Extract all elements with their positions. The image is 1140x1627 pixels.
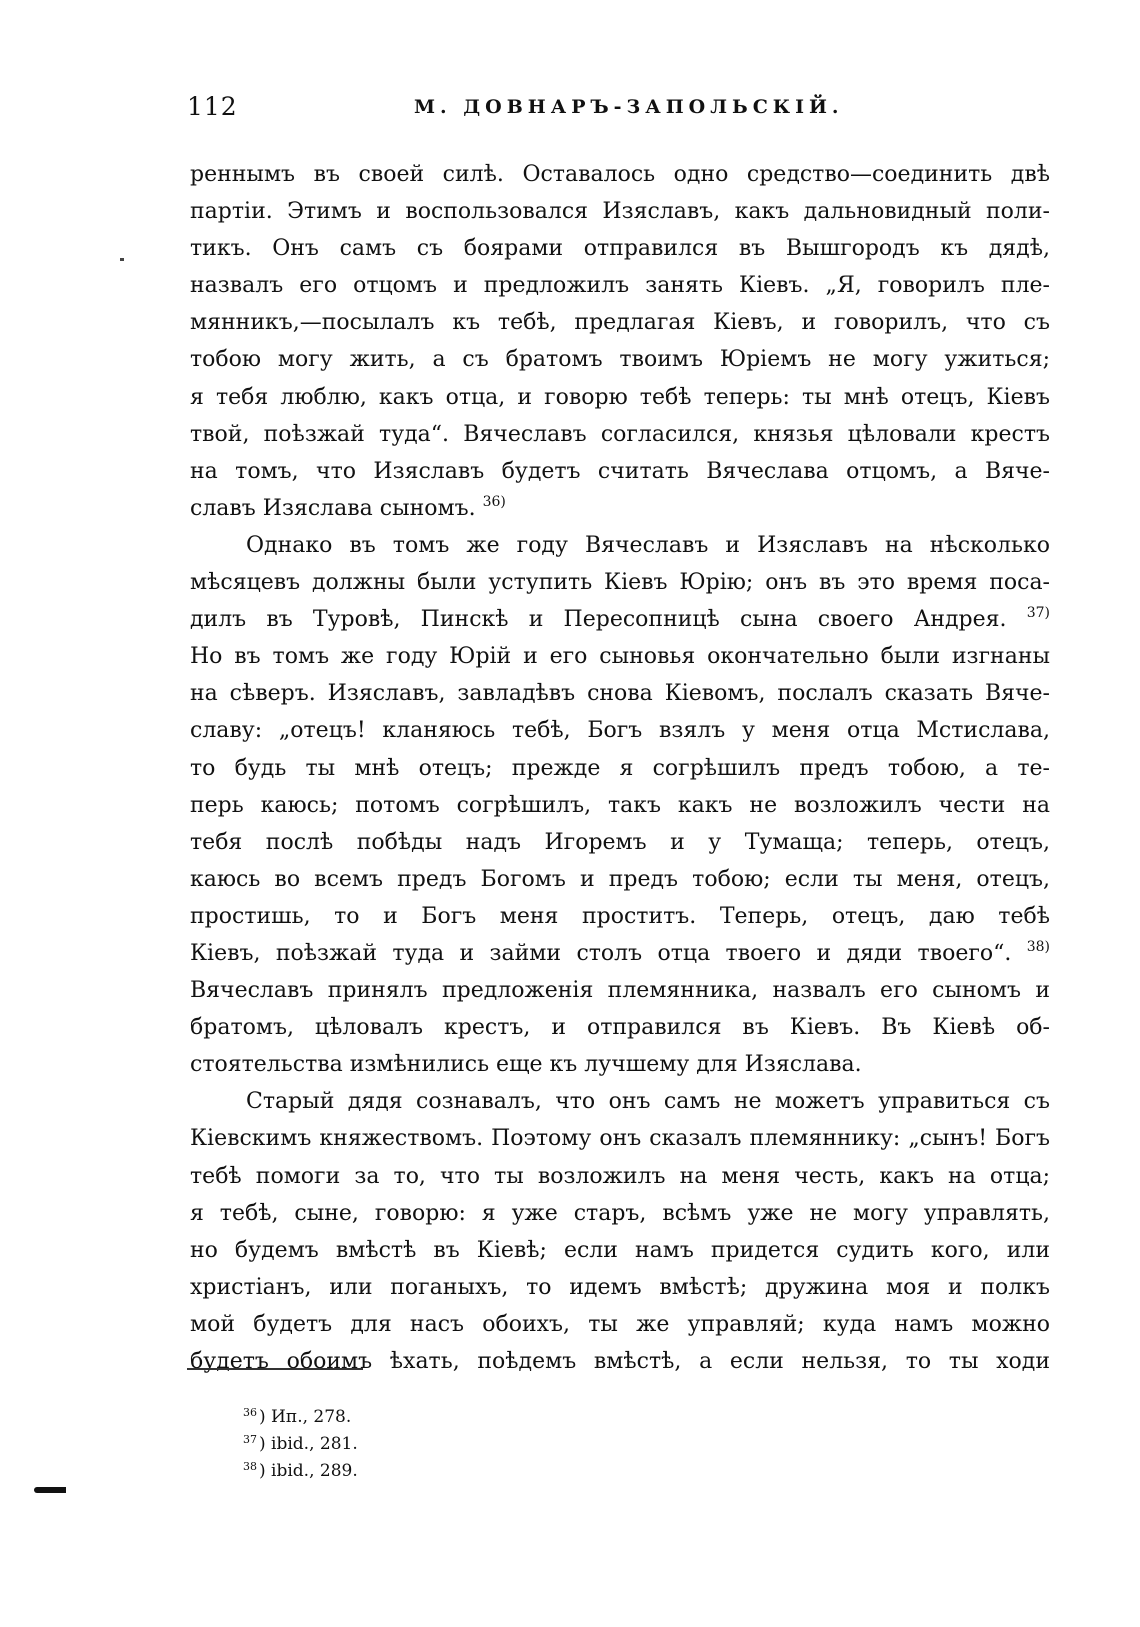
text-line: я тебѣ, сыне, говорю: я уже старъ, всѣмъ уже не могу управлять, (190, 1200, 1050, 1226)
text-line: тобою могу жить, а съ братомъ твоимъ Юріемъ не могу ужиться; (190, 347, 1050, 373)
text-line: будетъ обоимъ ѣхать, поѣдемъ вмѣстѣ, а если нельзя, то ты ходи (190, 1349, 1050, 1374)
footnote-ref-36: 36) (482, 493, 506, 510)
text-line: назвалъ его отцомъ и предложилъ занять Кіевъ. „Я, говорилъ пле- (190, 273, 1050, 299)
margin-speck (120, 258, 124, 261)
text-line: каюсь во всемъ предъ Богомъ и предъ тобою; если ты меня, отецъ, (190, 866, 1050, 892)
body-text (190, 156, 1050, 1380)
text-line: партіи. Этимъ и воспользовался Изяславъ, какъ дальновидный поли- (190, 199, 1050, 225)
text-line: мой будетъ для насъ обоихъ, ты же управляй; куда намъ можно (190, 1311, 1050, 1337)
text-line: на сѣверъ. Изяславъ, завладѣвъ снова Кіевомъ, послалъ сказать Вяче- (190, 681, 1050, 707)
text-line: простишь, то и Богъ меня проститъ. Теперь, отецъ, даю тебѣ (190, 903, 1050, 929)
footnote-36: $^{36}$ ) Ип., 278. (243, 1406, 352, 1427)
footnote-divider (187, 1368, 363, 1370)
text-line: тикъ. Онъ самъ съ боярами отправился въ Вышгородъ къ дядѣ, (190, 236, 1050, 262)
text-line: Старый дядя сознавалъ, что онъ самъ не можетъ управиться съ (246, 1089, 1050, 1115)
footnote-ref-38: 38) (1026, 938, 1051, 955)
text-line: тебя послѣ побѣды надъ Игоремъ и у Тумаща; теперь, отецъ, (190, 829, 1050, 855)
footnote-ref-37: 37) (1026, 605, 1051, 622)
text-line: христіанъ, или поганыхъ, то идемъ вмѣстѣ; дружина моя и полкъ (190, 1274, 1050, 1300)
text-line: тебѣ помоги за то, что ты возложилъ на меня честь, какъ на отца; (190, 1163, 1050, 1189)
text-line: мянникъ,—посылалъ къ тебѣ, предлагая Кіевъ, и говорилъ, что съ (190, 310, 1050, 336)
text-line: стоятельства измѣнились еще къ лучшему для Изяслава. (190, 1052, 862, 1078)
text-line: дилъ въ Туровѣ, Пинскѣ и Пересопницѣ сына своего Андрея. $^{37)}$ (190, 605, 1051, 633)
text-line: славу: „отецъ! кланяюсь тебѣ, Богъ взялъ у меня отца Мстислава, (190, 718, 1050, 744)
text-line: но будемъ вмѣстѣ въ Кіевѣ; если намъ придется судить кого, или (190, 1237, 1050, 1263)
running-head: М. ДОВНАРЪ-ЗАПОЛЬСКІЙ. (414, 96, 844, 118)
text-line: твой, поѣзжай туда“. Вячеславъ согласился, князья цѣловали крестъ (190, 421, 1050, 447)
text-line: реннымъ въ своей силѣ. Оставалось одно средство—соединить двѣ (190, 162, 1050, 187)
text-line: мѣсяцевъ должны были уступить Кіевъ Юрію; онъ въ это время поса- (190, 570, 1050, 596)
text-line: Кіевскимъ княжествомъ. Поэтому онъ сказалъ племяннику: „сынъ! Богъ (190, 1126, 1050, 1152)
page-number: 112 (187, 92, 238, 121)
text-line: перь каюсь; потомъ согрѣшилъ, такъ какъ не возложилъ чести на (190, 792, 1050, 818)
text-line: Но въ томъ же году Юрій и его сыновья окончательно были изгнаны (190, 644, 1050, 670)
text-line: на томъ, что Изяславъ будетъ считать Вячеслава отцомъ, а Вяче- (190, 458, 1050, 484)
text-line: то будь ты мнѣ отецъ; прежде я согрѣшилъ предъ тобою, а те- (190, 755, 1050, 781)
text-line: братомъ, цѣловалъ крестъ, и отправился въ Кіевъ. Въ Кіевѣ об- (190, 1015, 1050, 1041)
text-line: Кіевъ, поѣзжай туда и займи столъ отца твоего и дяди твоего“. $^{38)}$ (190, 938, 1051, 966)
footnote-38: $^{38}$ ) ibid., 289. (243, 1460, 358, 1481)
text-line: Вячеславъ принялъ предложенія племянника, назвалъ его сыномъ и (190, 978, 1050, 1004)
text-line: Однако въ томъ же году Вячеславъ и Изяславъ на нѣсколько (246, 532, 1050, 558)
scan-edge-mark (34, 1487, 66, 1493)
footnotes (243, 1404, 358, 1485)
text-line: я тебя люблю, какъ отца, и говорю тебѣ теперь: ты мнѣ отецъ, Кіевъ (190, 384, 1050, 410)
text-line: славъ Изяслава сыномъ. $^{36)}$ (190, 493, 506, 521)
footnote-37: $^{37}$ ) ibid., 281. (243, 1433, 358, 1454)
